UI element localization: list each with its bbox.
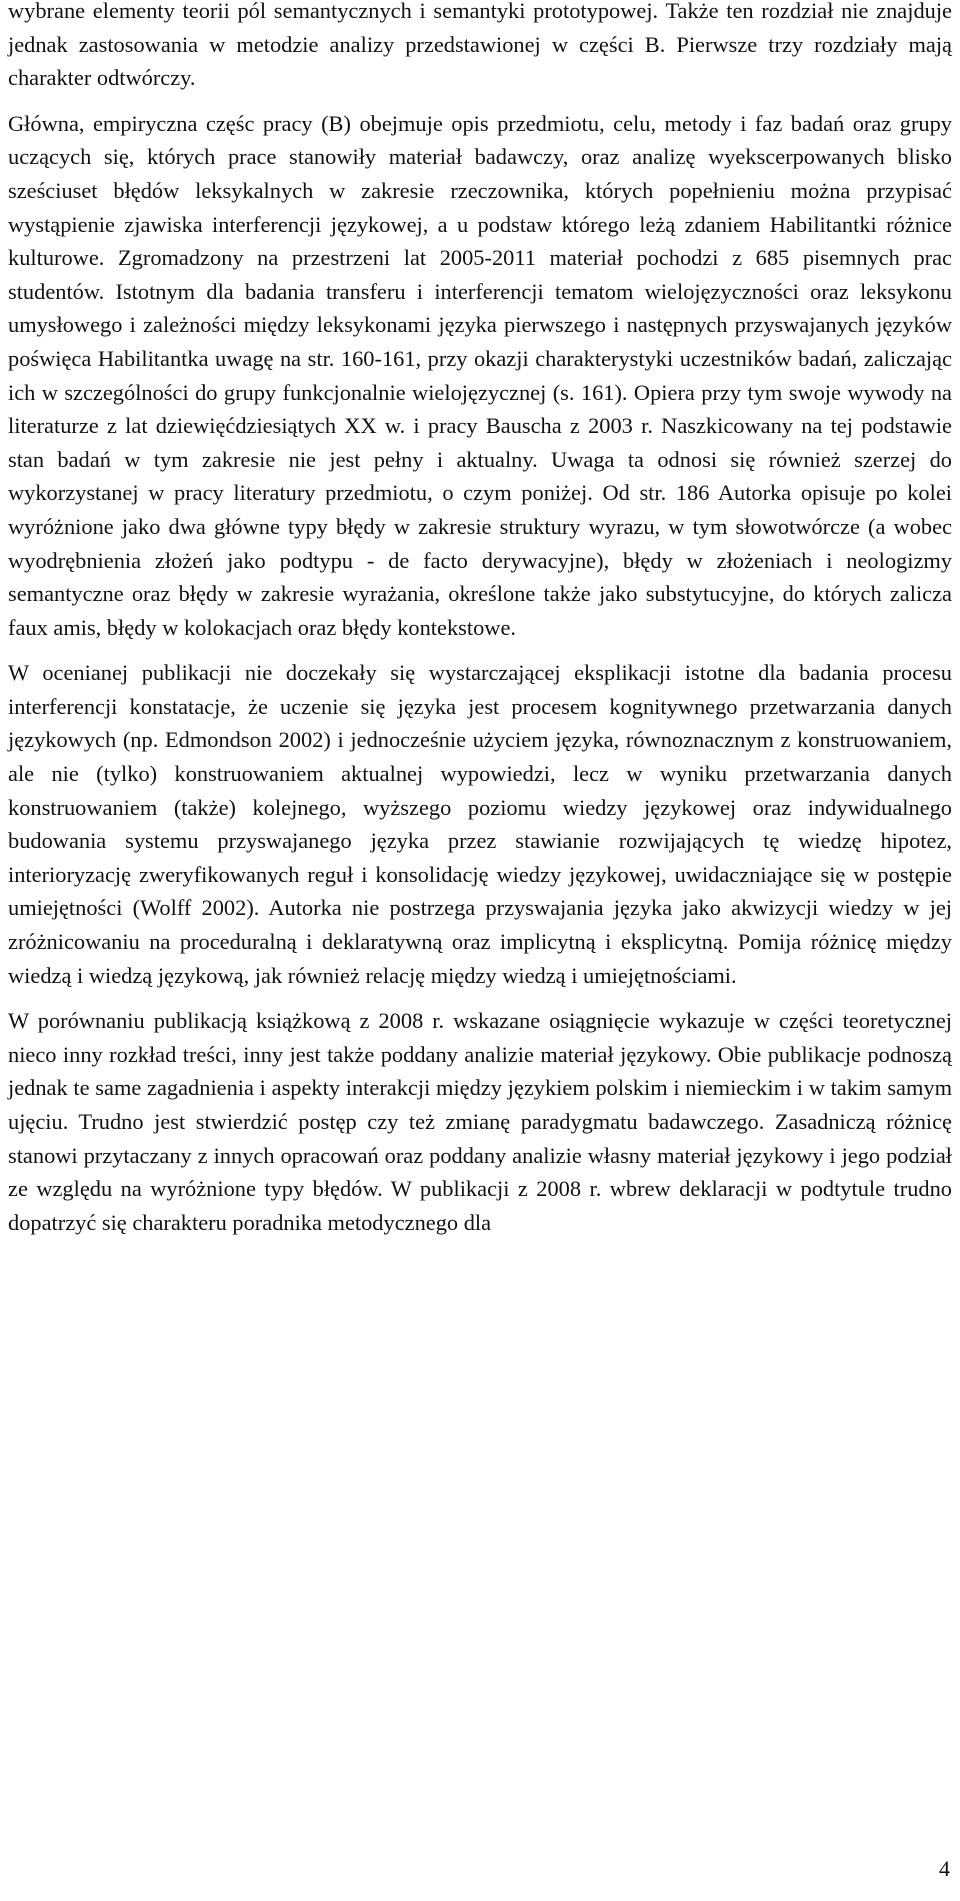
paragraph-3: W ocenianej publikacji nie doczekały się wystarczającej eksplikacji istotne dla badania procesu interferencji konstatacje, że uczenie się języka jest procesem kognitywnego przetwarzania danych językowych (np. Edmondson 2002) i jednocześnie użyciem języka, równoznacznym z konstruowaniem, ale nie (tylko) konstruowaniem aktualnej wypowiedzi, lecz w wyniku przetwarzania danych konstruowaniem (także) kolejnego, wyższego poziomu wiedzy językowej oraz indywidualnego budowania systemu przyswajanego języka przez stawianie rozwijających tę wiedzę hipotez, interioryzację zweryfikowanych reguł i konsolidację wiedzy językowej, uwidaczniające się w postępie umiejętności (Wolff 2002). Autorka nie postrzega przyswajania języka jako akwizycji wiedzy w jej zróżnicowaniu na proceduralną i deklaratywną oraz implicytną i eksplicytną. Pomija różnicę między wiedzą i wiedzą językową, jak również relację między wiedzą i umiejętnościami.: [8, 660, 952, 988]
paragraph-2: Główna, empiryczna częśc pracy (B) obejmuje opis przedmiotu, celu, metody i faz badań oraz grupy uczących się, których prace stanowiły materiał badawczy, oraz analizę wyekscerpowanych blisko sześciuset błędów leksykalnych w zakresie rzeczownika, których popełnieniu można przypisać wystąpienie zjawiska interferencji językowej, a u podstaw którego leżą zdaniem Habilitantki różnice kulturowe. Zgromadzony na przestrzeni lat 2005-2011 materiał pochodzi z 685 pisemnych prac studentów. Istotnym dla badania transferu i interferencji tematom wielojęzyczności oraz leksykonu umysłowego i zależności między leksykonami języka pierwszego i następnych przyswajanych języków poświęca Habilitantka uwagę na str. 160-161, przy okazji charakterystyki uczestników badań, zaliczając ich w szczególności do grupy funkcjonalnie wielojęzycznej (s. 161). Opiera przy tym swoje wywody na literaturze z lat dziewięćdziesiątych XX w. i pracy Bauscha z 2003 r. Naszkicowany na tej podstawie stan badań w tym zakresie nie jest pełny i aktualny. Uwaga ta odnosi się również szerzej do wykorzystanej w pracy literatury przedmiotu, o czym poniżej. Od str. 186 Autorka opisuje po kolei wyróżnione jako dwa główne typy błędy w zakresie struktury wyrazu, w tym słowotwórcze (a wobec wyodrębnienia złożeń jako podtypu - de facto derywacyjne), błędy w złożeniach i neologizmy semantyczne oraz błędy w zakresie wyrażania, określone także jako substytucyjne, do których zalicza faux amis, błędy w kolokacjach oraz błędy kontekstowe.: [8, 110, 952, 640]
paragraph-4: W porównaniu publikacją książkową z 2008 r. wskazane osiągnięcie wykazuje w części teoretycznej nieco inny rozkład treści, inny jest także poddany analizie materiał językowy. Obie publikacje podnoszą jednak te same zagadnienia i aspekty interakcji między językiem polskim i niemieckim i w takim samym ujęciu. Trudno jest stwierdzić postęp czy też zmianę paradygmatu badawczego. Zasadniczą różnicę stanowi przytaczany z innych opracowań oraz poddany analizie własny materiał językowy i jego podział ze względu na wyróżnione typy błędów. W publikacji z 2008 r. wbrew deklaracji w podtytule trudno dopatrzyć się charakteru poradnika metodycznego dla: [8, 1008, 952, 1235]
page-number: 4: [939, 1856, 950, 1881]
paragraph-1: wybrane elementy teorii pól semantycznych i semantyki prototypowej. Także ten rozdział nie znajduje jednak zastosowania w metodzie analizy przedstawionej w części B. Pierwsze trzy rozdziały mają charakter odtwórczy.: [8, 0, 952, 91]
